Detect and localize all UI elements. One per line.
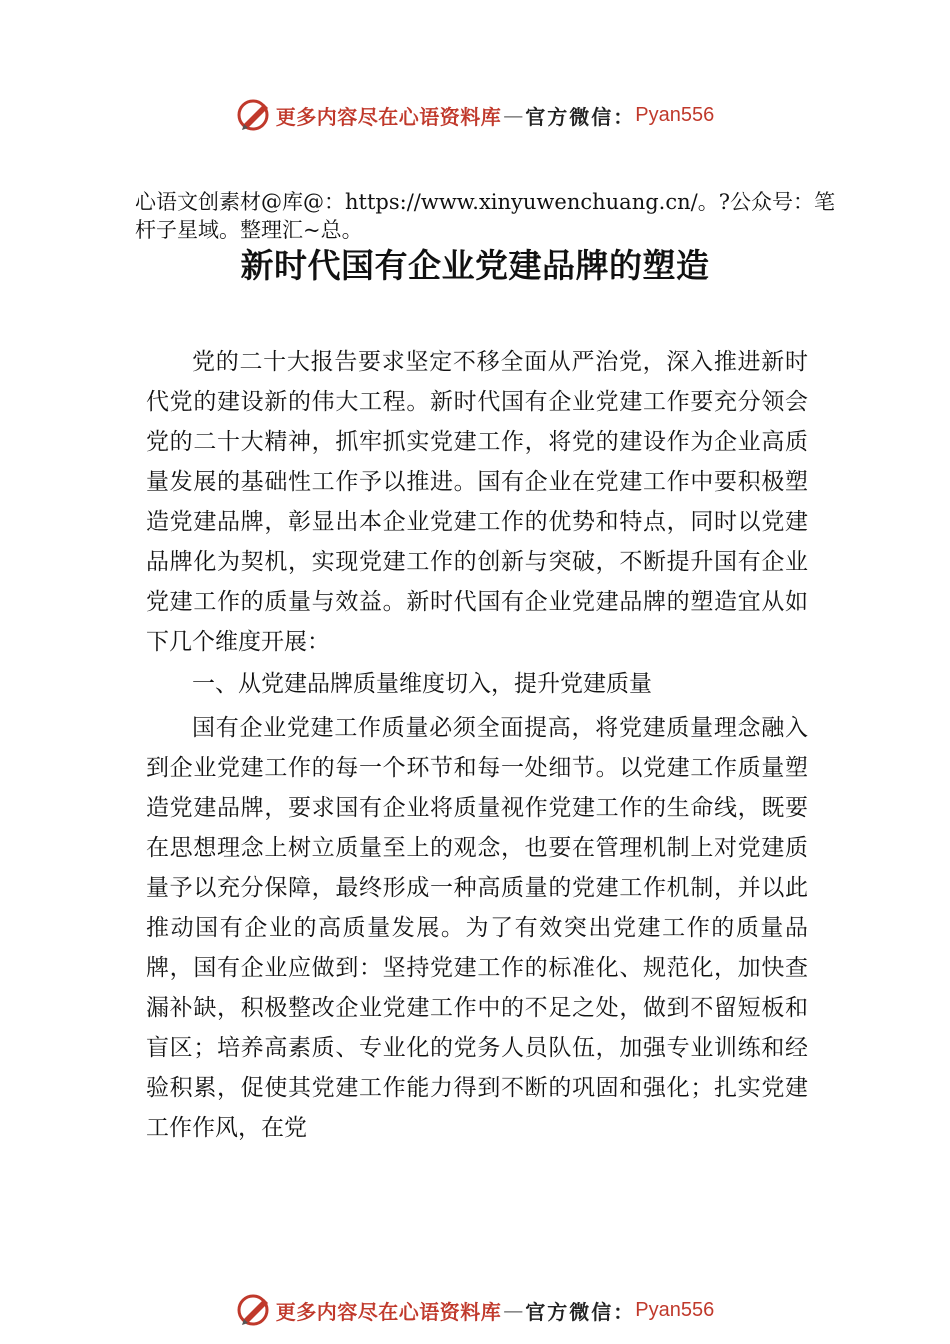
document-title: 新时代国有企业党建品牌的塑造	[240, 246, 710, 285]
pen-logo-icon	[236, 98, 274, 132]
header-banner	[0, 95, 950, 135]
paragraph: 国有企业党建工作质量必须全面提高，将党建质量理念融入到企业党建工作的每一个环节和每一处细节。以党建工作质量塑造党建品牌，要求国有企业将质量视作党建工作的生命线，既要在思想理念上树立质量至上的观念，也要在管理机制上对党建质量予以充分保障，最终形成一种高质量的党建工作机制，并以此推动国有企业的高质量发展。为了有效突出党建工作的质量品牌，国有企业应做到：坚持党建工作的标准化、规范化，加快查漏补缺，积极整改企业党建工作中的不足之处，做到不留短板和盲区；培养高素质、专业化的党务人员队伍，加强专业训练和经验积累，促使其党建工作能力得到不断的巩固和强化；扎实党建工作作风，在党	[146, 715, 808, 1141]
section-heading: 一、从党建品牌质量维度切入，提升党建质量	[192, 671, 652, 697]
document-body	[146, 342, 808, 1148]
banner-wechat-id: Pyan556	[635, 1298, 715, 1321]
banner-wechat-id: Pyan556	[635, 103, 715, 126]
watermark-text: 心语文创素材@库@：https://www.xinyuwenchuang.cn/。?公众号：笔杆子星域。整理汇~总。	[135, 190, 835, 242]
banner-dash: —	[503, 103, 524, 127]
paragraph: 党的二十大报告要求坚定不移全面从严治党，深入推进新时代党的建设新的伟大工程。新时代国有企业党建工作要充分领会党的二十大精神，抓牢抓实党建工作，将党的建设作为企业高质量发展的基础性工作予以推进。国有企业在党建工作中要积极塑造党建品牌，彰显出本企业党建工作的优势和特点，同时以党建品牌化为契机，实现党建工作的创新与突破，不断提升国有企业党建工作的质量与效益。新时代国有企业党建品牌的塑造宜从如下几个维度开展：	[146, 349, 808, 655]
footer-banner	[0, 1290, 950, 1330]
banner-slogan: 更多内容尽在心语资料库	[275, 104, 502, 129]
banner-slogan: 更多内容尽在心语资料库	[275, 1299, 502, 1324]
pen-logo-icon	[236, 1293, 274, 1327]
banner-wechat-label: 官方微信：	[525, 1299, 636, 1324]
banner-dash: —	[503, 1298, 524, 1322]
banner-wechat-label: 官方微信：	[525, 104, 636, 129]
